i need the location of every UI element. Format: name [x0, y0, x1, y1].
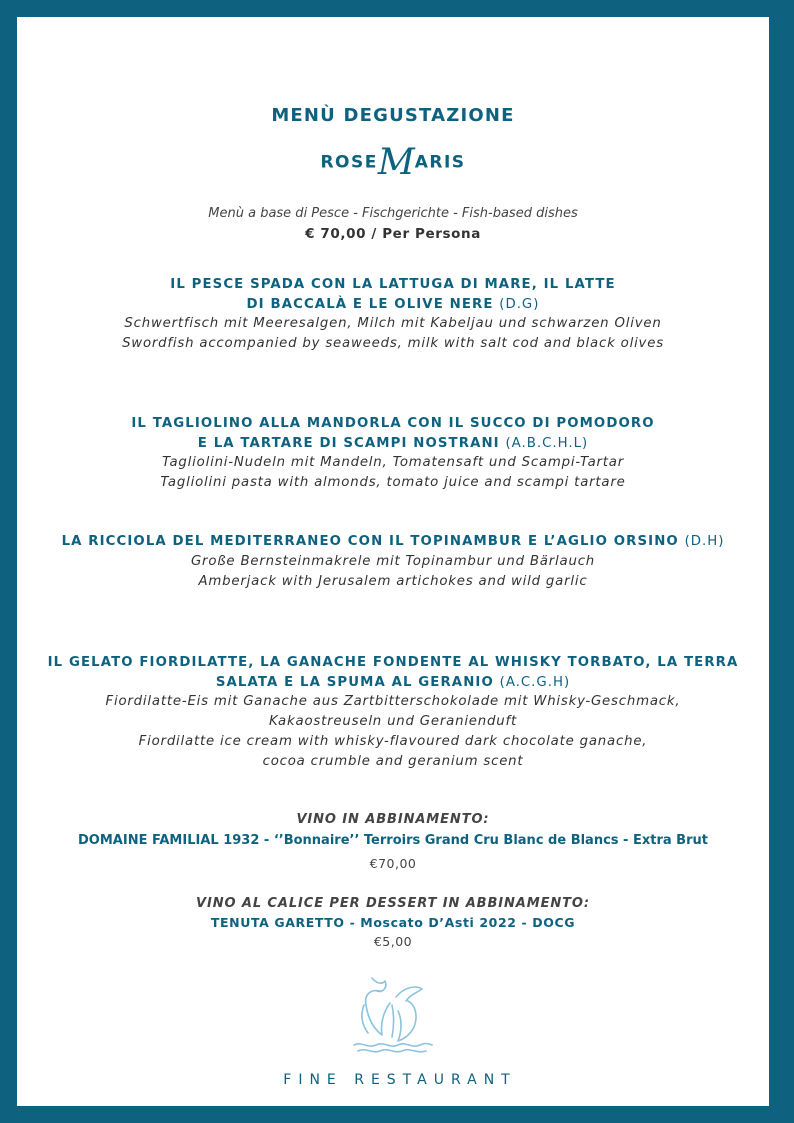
dish-title-text: E LA TARTARE DI SCAMPI NOSTRANI: [197, 435, 500, 451]
dish-title-line: [17, 295, 769, 315]
dish-description: [17, 453, 769, 493]
dish-title-text: LA RICCIOLA DEL MEDITERRANEO CON IL TOPINAMBUR E L’AGLIO ORSINO: [61, 534, 679, 549]
dish-description: [17, 552, 769, 592]
menu-subtitle: Menù a base di Pesce - Fischgerichte - Fish-based dishes: [208, 206, 578, 221]
wine-heading: VINO IN ABBINAMENTO:: [296, 812, 490, 827]
dessert-wine-price: €5,00: [373, 934, 413, 949]
dish-title-line: [17, 434, 769, 454]
menu-page: [17, 17, 769, 1106]
logo-suffix: ARIS: [414, 152, 466, 173]
wine-price: €70,00: [369, 856, 417, 871]
logo-initial: M: [377, 142, 415, 183]
dish-title: [17, 532, 769, 552]
dish-title-line: IL GELATO FIORDILATTE, LA GANACHE FONDENTE AL WHISKY TORBATO, LA TERRA: [47, 655, 739, 670]
description-en: Swordfish accompanied by seaweeds, milk with salt cod and black olives: [122, 336, 664, 351]
dish-title-line: [17, 532, 769, 552]
dish-title-line: IL TAGLIOLINO ALLA MANDORLA CON IL SUCCO DI POMODORO: [131, 416, 655, 431]
allergens: (A.B.C.H.L): [505, 435, 589, 451]
wine-name: DOMAINE FAMILIAL 1932 - ‘’Bonnaire’’ Terroirs Grand Cru Blanc de Blancs - Extra Brut: [78, 833, 708, 848]
logo-prefix: ROSE: [320, 152, 378, 173]
description-de: Tagliolini-Nudeln mit Mandeln, Tomatensaft und Scampi-Tartar: [161, 455, 625, 470]
restaurant-logo: [17, 142, 769, 183]
allergens: (A.C.G.H): [499, 674, 571, 690]
dish-title: [17, 653, 769, 692]
dish-title-text: DI BACCALÀ E LE OLIVE NERE: [246, 296, 494, 312]
description-en: cocoa crumble and geranium scent: [262, 754, 524, 769]
description-en: Tagliolini pasta with almonds, tomato juice and scampi tartare: [160, 475, 626, 490]
description-de: Fiordilatte-Eis mit Ganache aus Zartbitterschokolade mit Whisky-Geschmack,: [105, 694, 681, 709]
menu-price: € 70,00 / Per Persona: [305, 226, 481, 242]
description-de: Große Bernsteinmakrele mit Topinambur und Bärlauch: [190, 554, 596, 569]
allergens: (D.G): [499, 296, 540, 312]
dish-title: [17, 414, 769, 453]
allergens: (D.H): [684, 534, 725, 549]
dessert-wine-name: TENUTA GARETTO - Moscato D’Asti 2022 - DOCG: [210, 915, 576, 930]
dish-title-line: [17, 673, 769, 693]
menu-title: MENÙ DEGUSTAZIONE: [271, 105, 515, 126]
dish-title-line: IL PESCE SPADA CON LA LATTUGA DI MARE, IL LATTE: [170, 277, 616, 292]
description-de: Kakaostreuseln und Geranienduft: [269, 714, 517, 729]
dish-description: [17, 692, 769, 772]
dish-description: [17, 314, 769, 354]
tulip-waves-icon: [350, 975, 436, 1059]
description-en: Amberjack with Jerusalem artichokes and wild garlic: [198, 574, 588, 589]
dessert-wine-heading: VINO AL CALICE PER DESSERT IN ABBINAMENTO:: [196, 896, 590, 911]
dish-title: [17, 275, 769, 314]
description-en: Fiordilatte ice cream with whisky-flavoured dark chocolate ganache,: [138, 734, 648, 749]
dish-title-text: SALATA E LA SPUMA AL GERANIO: [215, 674, 494, 690]
description-de: Schwertfisch mit Meeresalgen, Milch mit Kabeljau und schwarzen Oliven: [124, 316, 662, 331]
restaurant-tagline: FINE RESTAURANT: [283, 1072, 517, 1088]
